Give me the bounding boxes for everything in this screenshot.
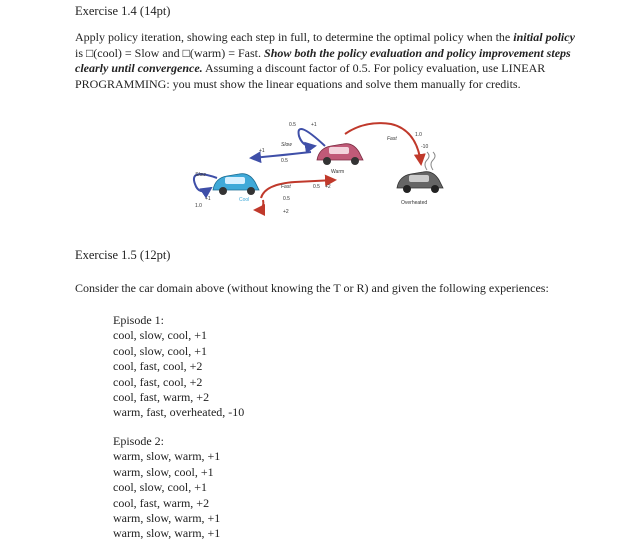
car-mdp-diagram — [165, 112, 455, 222]
instr-emphasis-2: clearly until convergence. — [75, 61, 203, 75]
label-cool-warm-prob: 0.5 — [313, 184, 320, 190]
exercise-1-5-intro: Consider the car domain above (without knowing the T or R) and given the following experiences: — [75, 281, 549, 295]
episode-step: cool, slow, cool, +1 — [113, 328, 207, 343]
label-warm-slow: Slow — [281, 142, 292, 148]
episode-step: cool, fast, cool, +2 — [113, 374, 203, 389]
label-cool-slow-reward: +1 — [205, 196, 211, 202]
label-warm-cool-prob: 0.5 — [281, 158, 288, 164]
label-cool-fast-prob: 0.5 — [283, 196, 290, 202]
episode-title: Episode 2: — [113, 434, 164, 448]
episode-step: warm, fast, overheated, -10 — [113, 405, 245, 420]
exercise-1-4-instructions — [75, 30, 575, 92]
cool-to-warm-fast-arrow — [261, 180, 335, 198]
episode-step: cool, slow, cool, +1 — [113, 343, 207, 358]
label-cool-warm-reward: +2 — [325, 184, 331, 190]
episode-step: cool, slow, cool, +1 — [113, 480, 207, 495]
label-warm-slow-reward: +1 — [311, 122, 317, 128]
label-cool-slow-prob: 1.0 — [195, 203, 202, 209]
episode-step: cool, fast, cool, +2 — [113, 359, 203, 374]
episode-2 — [113, 434, 220, 542]
episode-step: warm, slow, cool, +1 — [113, 464, 214, 479]
label-warm-cool-reward: +1 — [259, 148, 265, 154]
instr-line-1: Apply policy iteration, showing each step in full, to determine the optimal policy when the — [75, 30, 511, 44]
episode-1 — [113, 313, 244, 421]
label-warm-fast: Fast — [387, 136, 397, 142]
cool-car-icon — [213, 174, 259, 195]
instr-initial-policy: initial policy — [513, 30, 575, 44]
label-cool-fast-reward: +2 — [283, 209, 289, 215]
label-warm-fast-prob: 1.0 — [415, 132, 422, 138]
instr-line-3: Assuming a discount factor of 0.5. For policy evaluation, use LINEAR — [204, 61, 546, 75]
episode-step: cool, fast, warm, +2 — [113, 495, 210, 510]
cool-fast-loop-arrow — [255, 200, 263, 210]
exercise-1-5-title: Exercise 1.5 (12pt) — [75, 248, 171, 262]
episode-step: warm, slow, warm, +1 — [113, 449, 221, 464]
label-overheated: Overheated — [401, 200, 428, 206]
label-warm-fast-reward: -10 — [421, 144, 429, 150]
label-cool-fast: Fast — [281, 184, 291, 190]
label-cool: Cool — [239, 197, 250, 203]
label-cool-slow: Slow — [195, 172, 206, 178]
episode-step: warm, slow, warm, +1 — [113, 511, 221, 526]
warm-car-icon — [317, 144, 363, 165]
instr-line-4: PROGRAMMING: you must show the linear equations and solve them manually for credits. — [75, 76, 521, 91]
exercise-1-4-title: Exercise 1.4 (14pt) — [75, 4, 171, 18]
label-warm: Warm — [331, 169, 345, 175]
episode-step: warm, slow, warm, +1 — [113, 526, 221, 541]
episode-step: cool, fast, warm, +2 — [113, 390, 210, 405]
label-warm-slow-prob: 0.5 — [289, 122, 296, 128]
episode-title: Episode 1: — [113, 313, 164, 327]
warm-slow-loop-arrow — [299, 129, 325, 146]
instr-line-2: is □(cool) = Slow and □(warm) = Fast. — [75, 45, 262, 60]
instr-emphasis-1: Show both the policy evaluation and policy improvement steps — [264, 45, 571, 60]
